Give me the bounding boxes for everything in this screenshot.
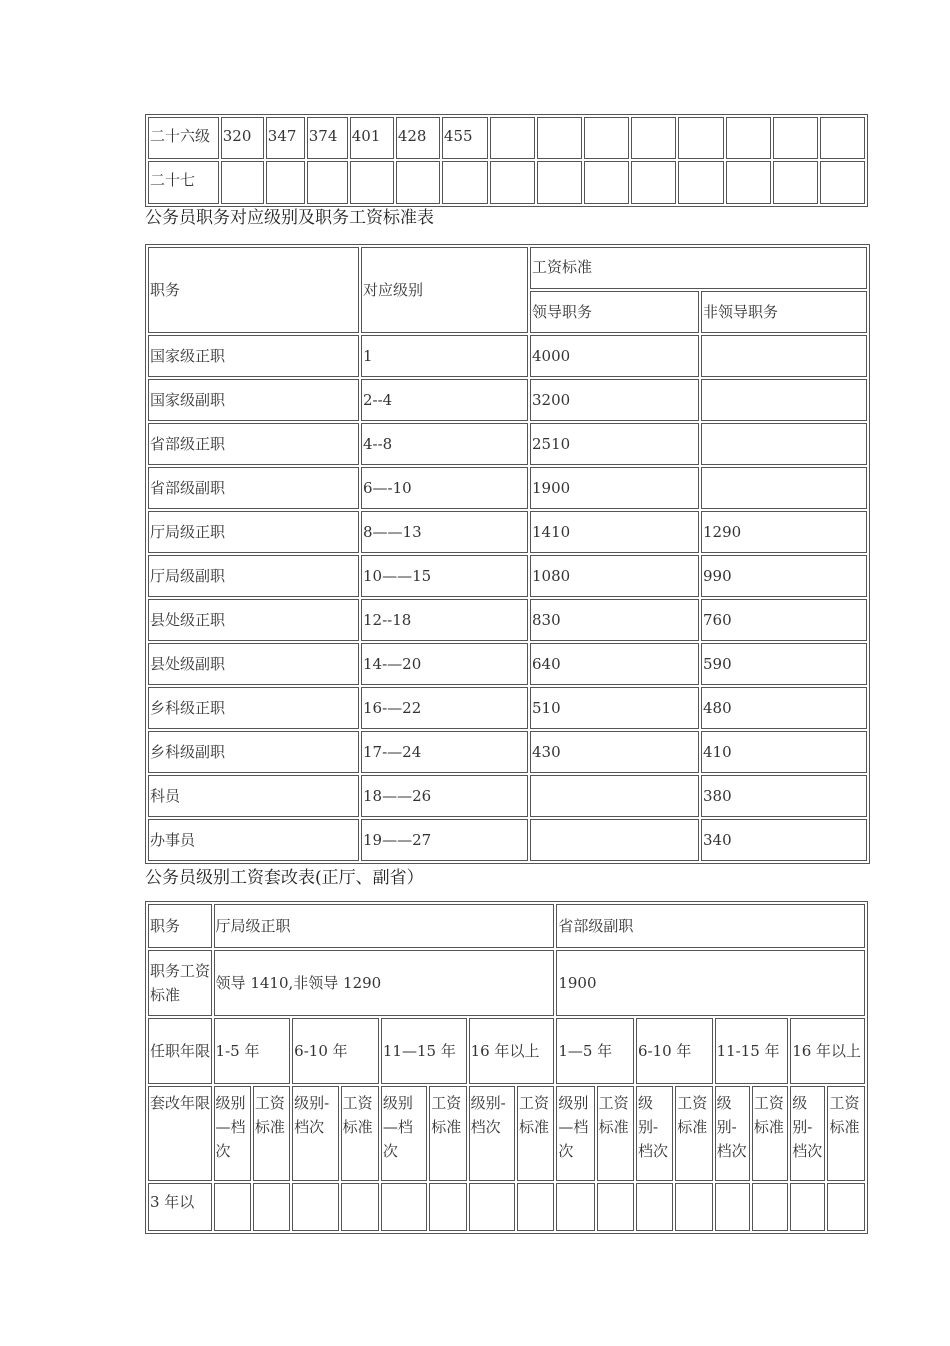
conversion-header-cell: 工资标准 [675,1086,712,1181]
non-leader-salary-cell [701,423,867,465]
table-row [148,1183,865,1231]
level-value-cell [678,161,723,204]
non-leader-salary-cell: 340 [701,819,867,861]
row-label-salary: 职务工资标准 [148,950,212,1016]
conversion-header-cell: 级别—档次 [556,1086,594,1181]
header-salary-standard: 工资标准 [530,247,867,289]
level-value-cell [266,161,305,204]
position-cell: 省部级正职 [148,423,359,465]
non-leader-salary-cell: 590 [701,643,867,685]
level-value-cell [631,117,676,159]
position-cell: 国家级正职 [148,335,359,377]
table-row [148,161,865,204]
level-value-cell [490,117,535,159]
leader-salary-cell: 430 [530,731,699,773]
position-value-2: 省部级副职 [556,904,865,948]
conversion-value-cell [790,1183,825,1231]
leader-salary-cell: 830 [530,599,699,641]
level-cell: 18——26 [361,775,528,817]
level-value-cell [726,117,771,159]
non-leader-salary-cell: 410 [701,731,867,773]
non-leader-salary-cell: 1290 [701,511,867,553]
position-salary-table [145,244,870,864]
conversion-value-cell [827,1183,865,1231]
conversion-value-cell [597,1183,634,1231]
level-cell: 4--8 [361,423,528,465]
header-leader: 领导职务 [530,291,699,333]
level-label-cell: 二十七 [148,161,219,204]
table-row [148,117,865,159]
level-value-cell [490,161,535,204]
level-value-cell: 374 [307,117,348,159]
level-value-cell [678,117,723,159]
position-cell: 县处级正职 [148,599,359,641]
conversion-value-cell [214,1183,251,1231]
leader-salary-cell: 510 [530,687,699,729]
leader-salary-cell: 2510 [530,423,699,465]
position-cell: 办事员 [148,819,359,861]
row-label-years: 3 年以 [148,1183,212,1231]
non-leader-salary-cell: 380 [701,775,867,817]
header-level: 对应级别 [361,247,528,333]
conversion-value-cell [253,1183,290,1231]
level-label-cell: 二十六级 [148,117,219,159]
level-value-cell [442,161,488,204]
tenure-period-cell: 1-5 年 [214,1018,291,1084]
position-table-title: 公务员职务对应级别及职务工资标准表 [145,208,434,228]
conversion-value-cell [292,1183,338,1231]
level-value-cell [350,161,394,204]
conversion-header-cell: 级别-档次 [292,1086,338,1181]
level-cell: 2--4 [361,379,528,421]
level-cell: 10——15 [361,555,528,597]
leader-salary-cell [530,775,699,817]
conversion-table [145,901,868,1234]
level-value-cell [307,161,348,204]
level-value-cell [773,117,818,159]
leader-salary-cell: 1410 [530,511,699,553]
tenure-period-cell: 11—15 年 [381,1018,467,1084]
non-leader-salary-cell [701,467,867,509]
level-value-cell [537,161,582,204]
table-row [148,423,867,465]
level-value-cell [820,117,865,159]
salary-value-1: 领导 1410,非领导 1290 [214,950,555,1016]
conversion-value-cell [517,1183,554,1231]
table-row [148,731,867,773]
level-value-cell [773,161,818,204]
level-cell: 16-—22 [361,687,528,729]
non-leader-salary-cell [701,335,867,377]
row-label-position: 职务 [148,904,212,948]
leader-salary-cell [530,819,699,861]
row-label-tenure: 任职年限 [148,1018,212,1084]
position-value-1: 厅局级正职 [214,904,555,948]
tenure-period-cell: 6-10 年 [292,1018,379,1084]
row-label-conversion: 套改年限 [148,1086,212,1181]
table-row [148,599,867,641]
header-non-leader: 非领导职务 [701,291,867,333]
level-cell: 19——27 [361,819,528,861]
conversion-header-cell: 工资标准 [517,1086,554,1181]
conversion-header-cell: 级别—档次 [214,1086,251,1181]
tenure-period-cell: 16 年以上 [469,1018,555,1084]
table-row [148,467,867,509]
level-value-cell: 428 [396,117,440,159]
conversion-value-cell [675,1183,712,1231]
leader-salary-cell: 4000 [530,335,699,377]
non-leader-salary-cell [701,379,867,421]
level-value-cell: 401 [350,117,394,159]
conversion-value-cell [636,1183,673,1231]
position-cell: 乡科级副职 [148,731,359,773]
table-row [148,1086,865,1181]
level-value-cell [396,161,440,204]
conversion-value-cell [752,1183,788,1231]
conversion-value-cell [715,1183,750,1231]
position-cell: 厅局级副职 [148,555,359,597]
position-cell: 县处级副职 [148,643,359,685]
table-row [148,775,867,817]
level-value-cell [584,117,629,159]
non-leader-salary-cell: 760 [701,599,867,641]
table-row [148,555,867,597]
table-row [148,379,867,421]
tenure-period-cell: 11-15 年 [715,1018,789,1084]
table-row [148,643,867,685]
leader-salary-cell: 3200 [530,379,699,421]
conversion-value-cell [556,1183,594,1231]
conversion-header-cell: 工资标准 [597,1086,634,1181]
table-row [148,687,867,729]
level-salary-table [145,114,868,207]
table-row [148,335,867,377]
tenure-period-cell: 6-10 年 [636,1018,713,1084]
level-value-cell [537,117,582,159]
level-value-cell [726,161,771,204]
salary-value-2: 1900 [556,950,865,1016]
table-row [148,511,867,553]
leader-salary-cell: 1900 [530,467,699,509]
position-cell: 乡科级正职 [148,687,359,729]
level-value-cell: 347 [266,117,305,159]
conversion-table-title: 公务员级别工资套改表(正厅、副省） [145,868,424,888]
level-value-cell [221,161,264,204]
conversion-header-cell: 工资标准 [827,1086,865,1181]
level-cell: 12--18 [361,599,528,641]
conversion-value-cell [381,1183,427,1231]
conversion-header-cell: 级别-档次 [469,1086,515,1181]
conversion-header-cell: 工资标准 [752,1086,788,1181]
conversion-header-cell: 工资标准 [429,1086,466,1181]
level-cell: 8——13 [361,511,528,553]
conversion-header-cell: 工资标准 [253,1086,290,1181]
conversion-header-cell: 级别-档次 [636,1086,673,1181]
conversion-header-cell: 级别-档次 [715,1086,750,1181]
tenure-period-cell: 1—5 年 [556,1018,634,1084]
level-cell: 6—-10 [361,467,528,509]
conversion-header-cell: 工资标准 [341,1086,379,1181]
non-leader-salary-cell: 990 [701,555,867,597]
level-value-cell [584,161,629,204]
position-cell: 国家级副职 [148,379,359,421]
level-cell: 17-—24 [361,731,528,773]
conversion-value-cell [429,1183,466,1231]
level-cell: 1 [361,335,528,377]
table-row [148,819,867,861]
table-row [148,1018,865,1084]
level-cell: 14-—20 [361,643,528,685]
conversion-value-cell [469,1183,515,1231]
non-leader-salary-cell: 480 [701,687,867,729]
leader-salary-cell: 640 [530,643,699,685]
level-value-cell [820,161,865,204]
position-cell: 科员 [148,775,359,817]
tenure-period-cell: 16 年以上 [790,1018,865,1084]
level-value-cell: 320 [221,117,264,159]
conversion-value-cell [341,1183,379,1231]
header-position: 职务 [148,247,359,333]
table-header-row [148,247,867,289]
conversion-header-cell: 级别-档次 [790,1086,825,1181]
leader-salary-cell: 1080 [530,555,699,597]
conversion-header-cell: 级别—档次 [381,1086,427,1181]
level-value-cell: 455 [442,117,488,159]
table-row [148,904,865,948]
position-cell: 厅局级正职 [148,511,359,553]
position-cell: 省部级副职 [148,467,359,509]
table-row [148,950,865,1016]
level-value-cell [631,161,676,204]
